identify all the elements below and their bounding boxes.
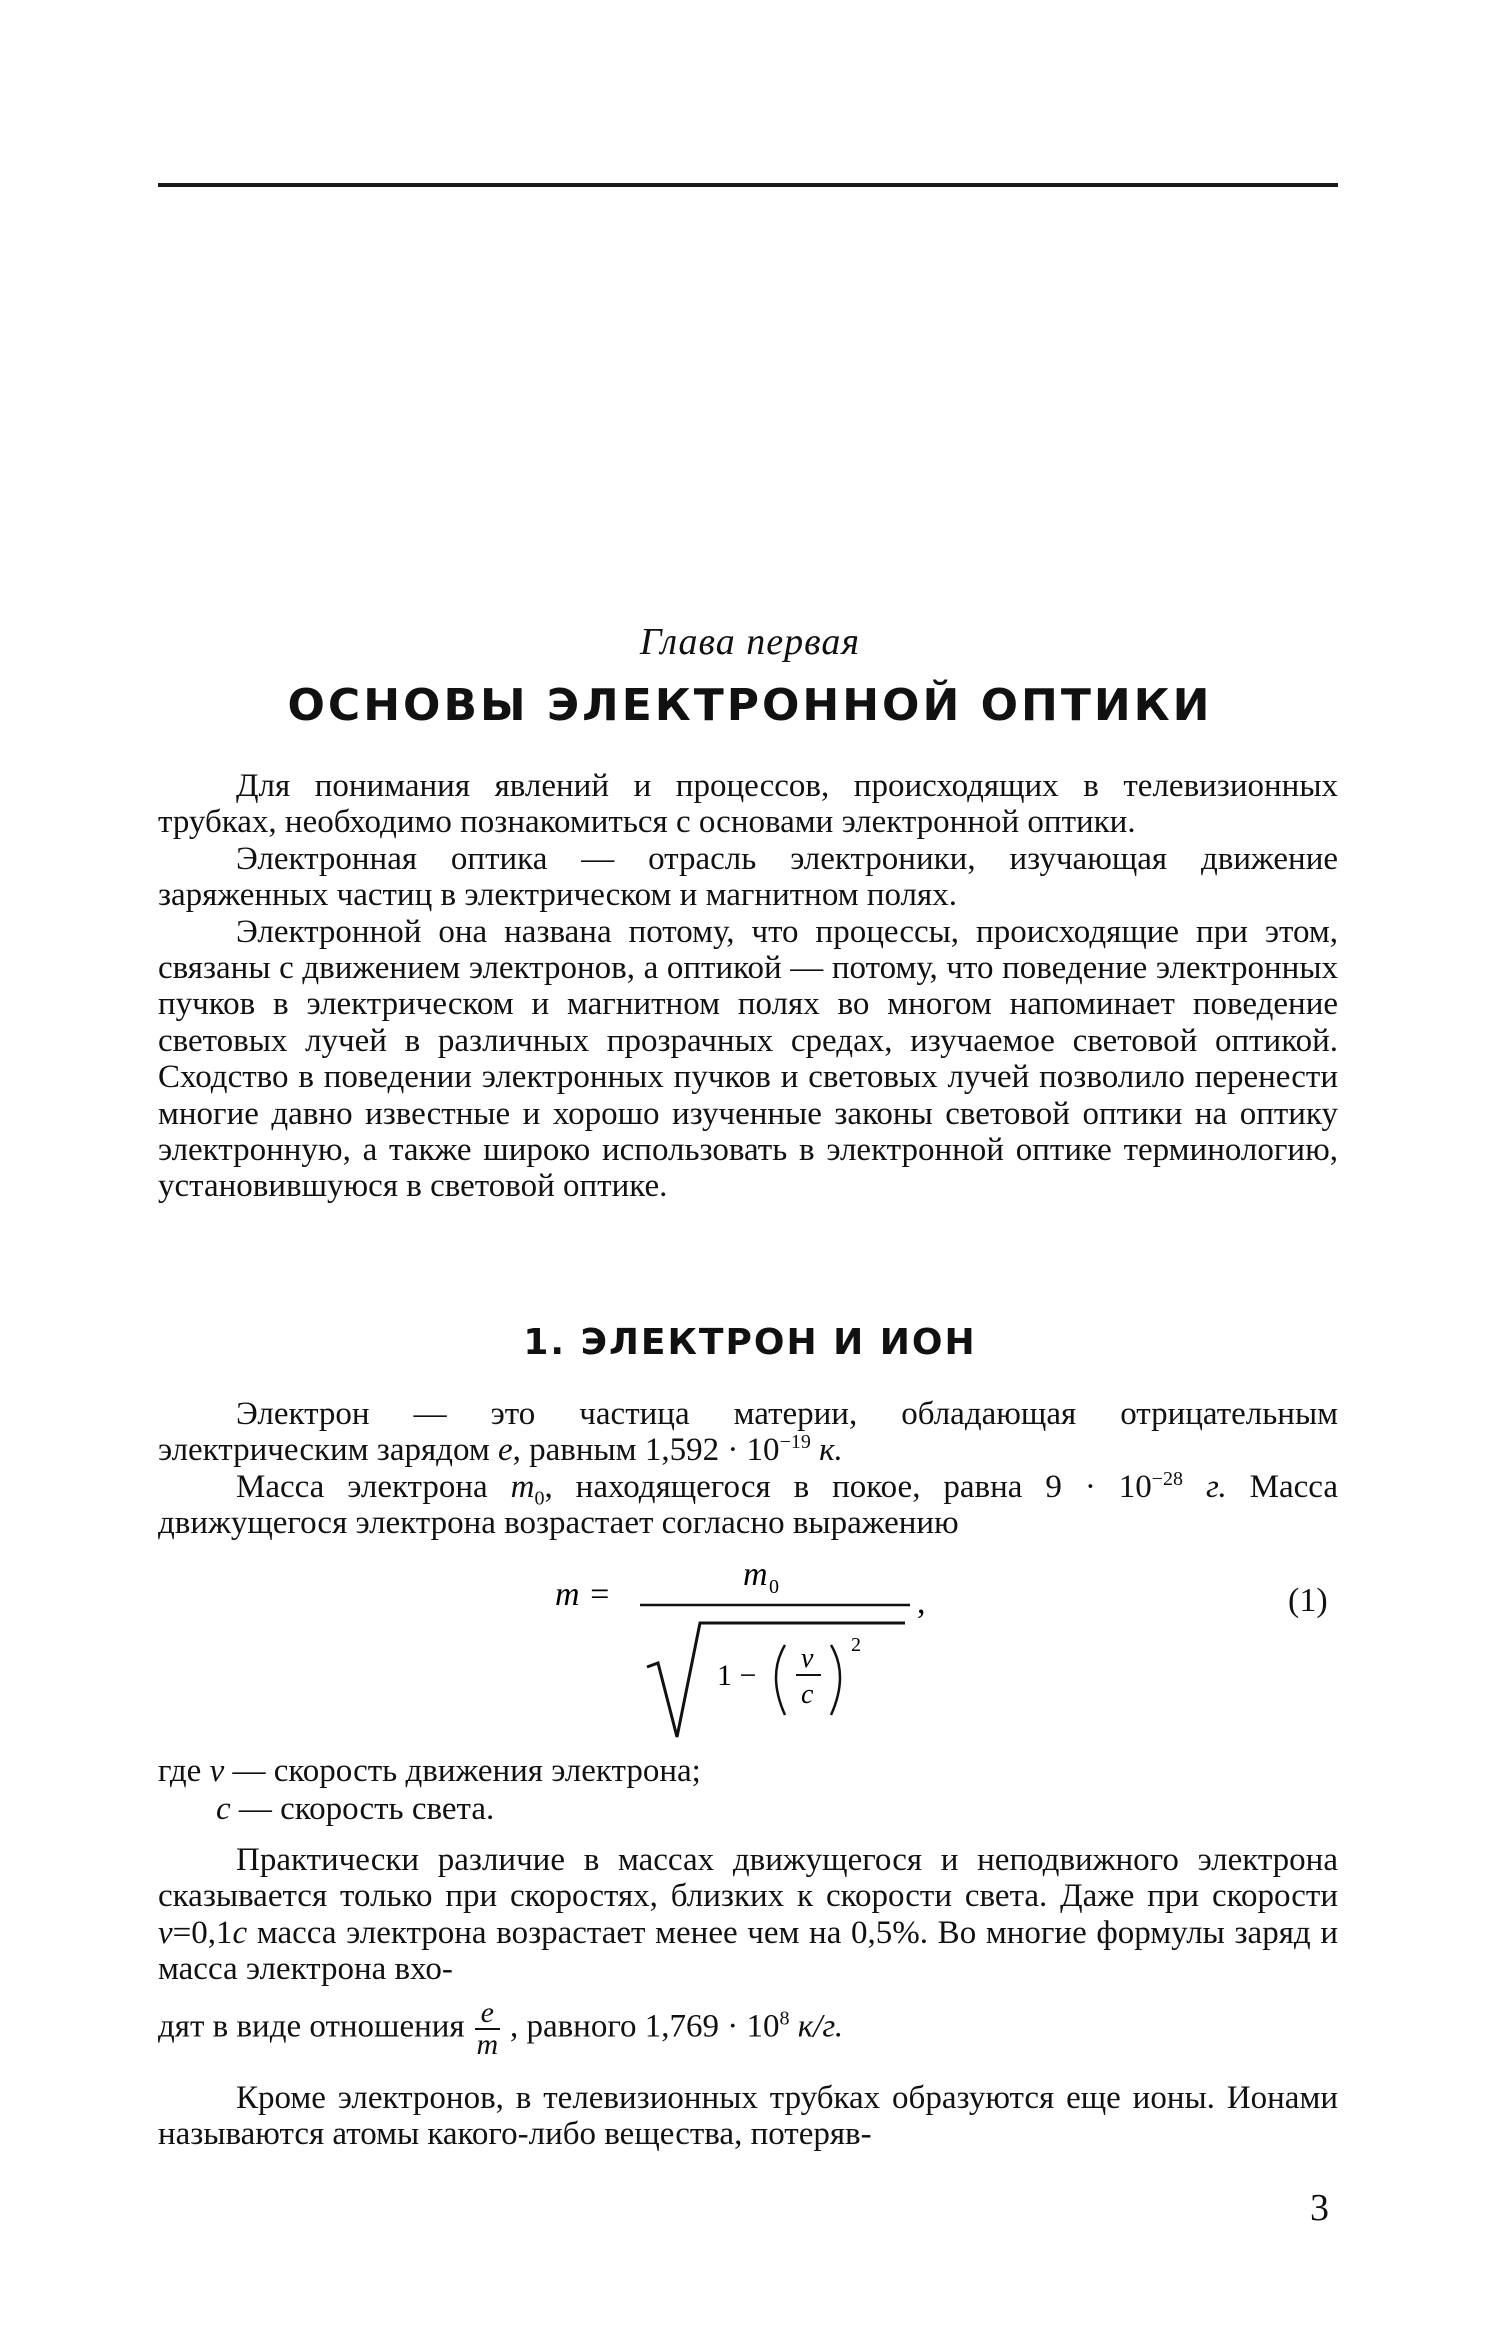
where-v-variable: v — [209, 1753, 225, 1789]
e-over-m-fraction — [475, 1998, 500, 2060]
formula-v: v — [801, 1643, 814, 1674]
intro-text — [158, 768, 1338, 1205]
charge-text-start: Электрон — это частица материи, обладающая отрицательным электрическим зарядом — [158, 1396, 1338, 1469]
ratio-line — [158, 1996, 844, 2061]
where-v-description: — скорость движения электрона; — [224, 1753, 701, 1789]
mass-variable: m — [510, 1468, 535, 1505]
ratio-numerator: e — [475, 1998, 500, 2030]
intro-paragraph-3: Электронной она названа потому, что процессы, происходящие при этом, связаны с движением электронов, а оптикой — потому, что поведение электронных пучков в электрическом и магнитном полях во многом напоминает поведение световых лучей в различных прозрачных средах, изучаемое световой оптикой. Сходство в поведении электронных пучков и световых лучей позволило перенести многие давно известные и хорошо изученные законы световой оптики на оптику электронную, а также широко использовать в электронной оптике терминологию, установившуюся в световой оптике. — [158, 913, 1338, 1205]
section-title: 1. ЭЛЕКТРОН И ИОН — [523, 1322, 977, 1363]
right-paren — [831, 1645, 840, 1715]
intro-paragraph-2: Электронная оптика — отрасль электроники, изучающая движение заряженных частиц в электрическом и магнитном полях. — [158, 840, 1338, 914]
where-prefix: где — [158, 1753, 210, 1789]
page-number: 3 — [1310, 2187, 1329, 2229]
formula-numerator-subscript: 0 — [769, 1576, 779, 1598]
mass-subscript: 0 — [534, 1487, 545, 1510]
formula-numerator: m — [743, 1556, 768, 1593]
mass-text-end: Масса движущегося электрона возрастает согласно выражению — [158, 1468, 1338, 1542]
charge-variable: e — [497, 1432, 513, 1469]
practice-paragraph — [158, 1842, 1338, 1988]
ratio-exponent: 8 — [779, 2007, 790, 2030]
ions-paragraph: Кроме электронов, в телевизионных трубках образуются еще ионы. Ионами называются атомы какого-либо вещества, потеряв- — [158, 2080, 1338, 2153]
formula-one-minus: 1 − — [717, 1659, 757, 1692]
ratio-denominator: m — [476, 2028, 499, 2061]
left-paren — [776, 1645, 785, 1715]
chapter-title: ОСНОВЫ ЭЛЕКТРОННОЙ ОПТИКИ — [287, 680, 1213, 731]
ratio-value: , равного 1,769 · 10 — [509, 2008, 780, 2045]
charge-value: , равным 1,592 · 10 — [512, 1432, 780, 1469]
where-v-line — [158, 1752, 701, 1790]
mass-value: , находящегося в покое, равна 9 · 10 — [544, 1468, 1152, 1505]
electron-mass-paragraph — [158, 1469, 1338, 1542]
formula-c: c — [801, 1679, 814, 1710]
ratio-unit: к/г. — [789, 2008, 844, 2045]
mass-text-start: Масса электрона — [236, 1468, 511, 1505]
practice-c-variable: c — [232, 1914, 248, 1951]
electron-charge-paragraph — [158, 1396, 1338, 1469]
practice-v-variable: v — [158, 1914, 173, 1951]
where-c-line — [158, 1790, 701, 1828]
ions-text — [158, 2080, 1338, 2153]
where-c-variable: c — [216, 1791, 231, 1827]
charge-unit: к. — [810, 1432, 843, 1469]
practice-equals: =0,1 — [172, 1914, 233, 1951]
mass-exponent: −28 — [1151, 1467, 1184, 1490]
mass-unit: г. — [1183, 1468, 1227, 1505]
chapter-label: Глава первая — [639, 621, 861, 663]
electron-text — [158, 1396, 1338, 1542]
formula-number: (1) — [1288, 1582, 1328, 1619]
relativistic-mass-formula — [555, 1545, 975, 1745]
formula-exponent: 2 — [851, 1634, 861, 1656]
intro-paragraph-1: Для понимания явлений и процессов, происходящих в телевизионных трубках, необходимо познакомиться с основами электронной оптики. — [158, 768, 1338, 841]
formula-lhs: m = — [555, 1576, 611, 1613]
ratio-prefix: дят в виде отношения — [158, 2008, 465, 2045]
practice-text-a: Практически различие в массах движущегося и неподвижного электрона сказывается только при скоростях, близких к скорости света. Даже при скорости — [158, 1842, 1338, 1915]
where-block — [158, 1752, 701, 1828]
practice-text-b: масса электрона возрастает менее чем на 0,5%. Во многие формулы заряд и масса электрона вхо- — [158, 1914, 1338, 1988]
charge-exponent: −19 — [779, 1431, 811, 1454]
top-rule — [158, 183, 1338, 187]
where-c-description: — скорость света. — [230, 1791, 495, 1827]
practice-text — [158, 1842, 1338, 1988]
formula-comma: , — [917, 1584, 926, 1621]
